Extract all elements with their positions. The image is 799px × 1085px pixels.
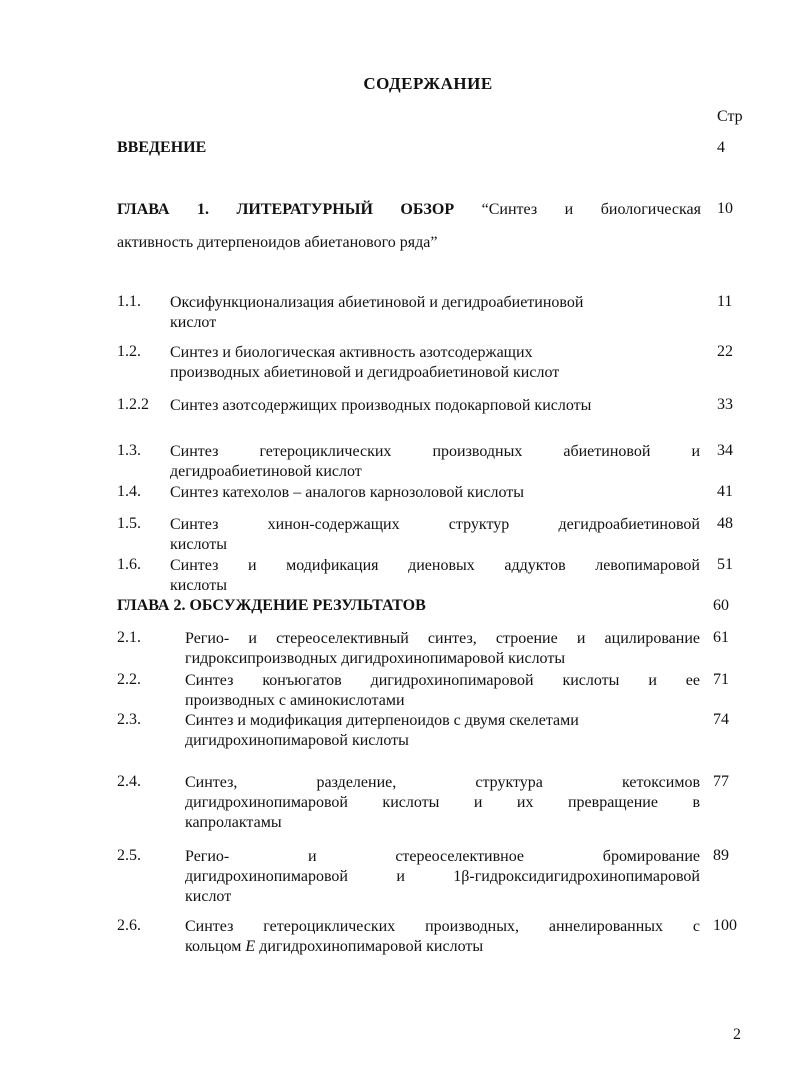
toc-section-line: Синтез и модификация дитерпеноидов с двумя скелетами <box>185 712 579 729</box>
toc-section-title <box>185 629 700 669</box>
toc-section-page: 34 <box>717 442 733 459</box>
toc-section-line: Синтез и биологическая активность азотсодержащих <box>170 344 533 361</box>
toc-chapter2-label: ГЛАВА 2. ОБСУЖДЕНИЕ РЕЗУЛЬТАТОВ <box>117 597 426 614</box>
toc-section-line: Синтез, разделение, структура кетоксимов <box>185 774 700 791</box>
page-number: 2 <box>733 1026 741 1043</box>
toc-section-title <box>185 917 700 957</box>
toc-section-line: кислот <box>170 314 217 331</box>
toc-section-line: Регио- и стереоселективный синтез, строение и ацилирование <box>185 630 700 647</box>
toc-section-page: 89 <box>713 847 729 864</box>
toc-chapter1-page: 10 <box>717 200 733 217</box>
toc-section-number: 1.1. <box>117 293 141 310</box>
toc-section-number: 2.5. <box>117 847 141 864</box>
toc-chapter1-title-part1: “Синтез и биологическая <box>481 201 702 218</box>
toc-section-page: 71 <box>713 671 729 688</box>
toc-section-line: Синтез гетероциклических производных абиетиновой и <box>170 443 700 460</box>
toc-chapter1-title-part2: активность дитерпеноидов абиетанового ряда” <box>117 234 438 251</box>
toc-section-number: 1.5. <box>117 515 141 532</box>
toc-section-line <box>185 937 700 957</box>
toc-section-title <box>170 442 700 482</box>
toc-intro-page: 4 <box>717 139 725 156</box>
toc-section-page: 33 <box>717 396 733 413</box>
toc-section-line: производных абиетиновой и дегидроабиетиновой кислот <box>170 364 560 381</box>
toc-section-title <box>170 515 700 555</box>
toc-section-page: 74 <box>713 711 729 728</box>
toc-section-page: 77 <box>713 773 729 790</box>
toc-intro-label: ВВЕДЕНИЕ <box>117 139 207 156</box>
toc-section-line: Синтез гетероциклических производных, аннелированных с <box>185 918 700 935</box>
toc-section-line: производных с аминокислотами <box>185 692 405 709</box>
toc-section-line-part: дигидрохинопимаровой кислоты <box>259 938 484 955</box>
toc-section-number: 2.1. <box>117 629 141 646</box>
toc-section-page: 48 <box>717 515 733 532</box>
toc-section-line: дегидроабиетиновой кислот <box>170 463 362 480</box>
toc-section-number: 1.2.2 <box>117 396 149 413</box>
toc-section-number: 1.4. <box>117 483 141 500</box>
toc-section-number: 1.6. <box>117 556 141 573</box>
toc-section-line: Регио- и стереоселективное бромирование <box>185 848 700 865</box>
toc-section-page: 100 <box>713 917 737 934</box>
toc-section-line: Синтез азотсодержищих производных подокарповой кислоты <box>170 397 592 414</box>
page-title: СОДЕРЖАНИЕ <box>363 74 493 93</box>
toc-section-line: Синтез конъюгатов дигидрохинопимаровой кислоты и ее <box>185 672 700 689</box>
toc-section-line: Оксифункционализация абиетиновой и дегидроабиетиновой <box>170 294 584 311</box>
toc-section-line: капролактамы <box>185 814 282 831</box>
toc-section-number: 1.3. <box>117 442 141 459</box>
toc-section-title <box>170 293 700 333</box>
toc-section-line: кислот <box>185 888 232 905</box>
toc-section-number: 2.6. <box>117 917 141 934</box>
toc-section-title <box>185 711 700 751</box>
toc-chapter1-label: ГЛАВА 1. ЛИТЕРАТУРНЫЙ ОБЗОР <box>117 201 455 218</box>
toc-section-title <box>185 671 700 711</box>
toc-section-line: кислоты <box>170 536 227 553</box>
toc-section-line: Синтез и модификация диеновых аддуктов левопимаровой <box>170 557 700 574</box>
toc-section-title <box>185 773 700 833</box>
toc-section-page: 22 <box>717 343 733 360</box>
toc-section-line-italic: E <box>245 938 256 955</box>
toc-section-number: 2.2. <box>117 671 141 688</box>
toc-section-number: 1.2. <box>117 343 141 360</box>
toc-section-number: 2.3. <box>117 711 141 728</box>
toc-section-page: 61 <box>713 629 729 646</box>
toc-section-page: 41 <box>717 483 733 500</box>
toc-section-line: дигидрохинопимаровой кислоты и их превращение в <box>185 794 700 811</box>
toc-section-line: дигидрохинопимаровой кислоты <box>185 732 409 749</box>
toc-section-title <box>170 483 700 503</box>
page-column-label: Стр <box>717 108 743 125</box>
toc-section-line: гидроксипроизводных дигидрохинопимаровой кислоты <box>185 650 566 667</box>
toc-section-line-part: кольцом <box>185 938 242 955</box>
toc-section-number: 2.4. <box>117 773 141 790</box>
toc-section-page: 51 <box>717 556 733 573</box>
toc-chapter2-page: 60 <box>713 597 729 614</box>
toc-section-line: дигидрохинопимаровой и 1β-гидроксидигидрохинопимаровой <box>185 868 700 885</box>
toc-section-line: кислоты <box>170 577 227 594</box>
toc-section-title <box>170 396 700 416</box>
toc-section-line: Синтез катехолов – аналогов карнозоловой кислоты <box>170 484 524 501</box>
toc-section-title <box>185 847 700 907</box>
toc-section-page: 11 <box>717 293 733 310</box>
toc-chapter1-line1 <box>117 199 701 221</box>
toc-section-title <box>170 343 700 383</box>
toc-section-title <box>170 556 700 596</box>
toc-section-line: Синтез хинон-содержащих структур дегидроабиетиновой <box>170 516 700 533</box>
